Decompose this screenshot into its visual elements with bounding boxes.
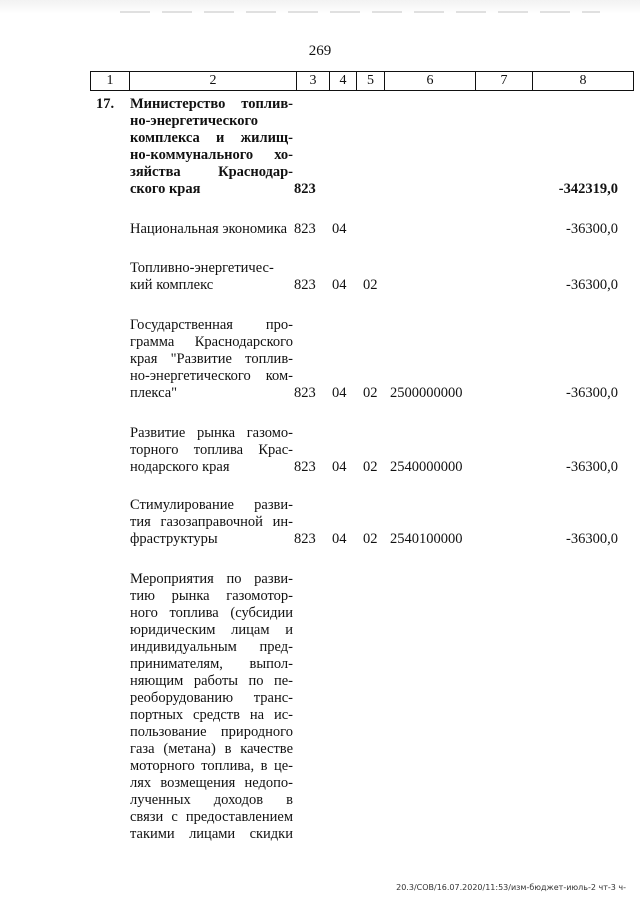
row-name-line: торного топлива Крас- [130, 442, 293, 458]
row-cell-amount: -36300,0 [566, 277, 618, 293]
document-footer-stamp: 20.3/СОВ/16.07.2020/11:53/изм-бюджет-июль-2 чт-3 ч- [396, 883, 626, 892]
row-name-line: ного топлива (субсидии [130, 605, 293, 621]
row-name [130, 317, 293, 402]
row-cell-ministry-code: 823 [294, 459, 316, 475]
scan-edge [0, 0, 640, 14]
row-name-line: няющим работы по пе- [130, 673, 293, 689]
row-name-line: но-коммунального хо- [130, 147, 293, 163]
row-cell-section: 04 [332, 385, 347, 401]
row-name [130, 221, 310, 238]
row-cell-amount: -36300,0 [566, 385, 618, 401]
row-cell-target-article: 2540000000 [390, 459, 463, 475]
row-cell-amount: -342319,0 [558, 181, 618, 197]
row-cell-section: 04 [332, 277, 347, 293]
row-name-line: портных средств на ис- [130, 707, 293, 723]
col-header-7: 7 [476, 72, 533, 91]
page-number: 269 [308, 43, 332, 59]
table-row [90, 425, 620, 476]
row-name-line: тию рынка газомотор- [130, 588, 293, 604]
row-name-line: газа (метана) в качестве [130, 741, 293, 757]
row-name-line: лях возмещения недопо- [130, 775, 293, 791]
row-name-line: Стимулирование разви- [130, 497, 293, 513]
row-name-line: тия газозаправочной ин- [130, 514, 293, 530]
row-name [130, 260, 293, 294]
row-cell-amount: -36300,0 [566, 531, 618, 547]
row-cell-ministry-code: 823 [294, 277, 316, 293]
row-cell-target-article: 2500000000 [390, 385, 463, 401]
row-name-line: такими лицами скидки [130, 826, 293, 842]
table-row [90, 221, 620, 238]
row-name-line: Развитие рынка газомо- [130, 425, 293, 441]
row-cell-section: 04 [332, 221, 347, 237]
row-name-line: ского края [130, 181, 201, 197]
row-cell-amount: -36300,0 [566, 459, 618, 475]
col-header-5: 5 [357, 72, 385, 91]
col-header-1: 1 [91, 72, 130, 91]
col-header-8: 8 [533, 72, 634, 91]
row-cell-section: 04 [332, 459, 347, 475]
col-header-3: 3 [297, 72, 330, 91]
row-name [130, 96, 293, 198]
row-name-line: Государственная про- [130, 317, 293, 333]
row-name-line: принимателям, выпол- [130, 656, 293, 672]
row-name-line: фраструктуры [130, 531, 218, 547]
row-cell-subsection: 02 [363, 459, 378, 475]
row-name-line: моторного топлива, в це- [130, 758, 293, 774]
row-cell-ministry-code: 823 [294, 181, 316, 197]
col-header-2: 2 [130, 72, 297, 91]
row-name-line: связи с предоставлением [130, 809, 293, 825]
row-number: 17. [96, 96, 115, 112]
table-row [90, 260, 620, 294]
row-cell-ministry-code: 823 [294, 221, 316, 237]
row-name-line: но-энергетического ком- [130, 368, 293, 384]
col-header-4: 4 [330, 72, 357, 91]
table-row [90, 317, 620, 402]
row-name-line: Министерство топлив- [130, 96, 293, 112]
row-name-line: юридическим лицам и [130, 622, 293, 638]
row-name [130, 425, 293, 476]
row-cell-ministry-code: 823 [294, 385, 316, 401]
row-cell-target-article: 2540100000 [390, 531, 463, 547]
row-name-line: нодарского края [130, 459, 230, 475]
row-name-line: грамма Краснодарского [130, 334, 293, 350]
row-cell-ministry-code: 823 [294, 531, 316, 547]
row-name-line: но-энергетического [130, 113, 258, 129]
row-name-line: кий комплекс [130, 277, 214, 293]
table-row [90, 96, 620, 198]
row-name-line: индивидуальным пред- [130, 639, 293, 655]
row-cell-amount: -36300,0 [566, 221, 618, 237]
row-name-line: Национальная экономика [130, 221, 288, 237]
table-row [90, 497, 620, 548]
column-header-table [90, 71, 634, 91]
row-name [130, 497, 293, 548]
row-name-line: края "Развитие топлив- [130, 351, 293, 367]
row-cell-subsection: 02 [363, 531, 378, 547]
row-name-line: Топливно-энергетичес- [130, 260, 274, 276]
row-name-line: Мероприятия по разви- [130, 571, 293, 587]
row-name-line: реоборудованию транс- [130, 690, 293, 706]
row-cell-subsection: 02 [363, 277, 378, 293]
col-header-6: 6 [385, 72, 476, 91]
row-cell-subsection: 02 [363, 385, 378, 401]
table-row [90, 571, 620, 846]
row-name [130, 571, 293, 843]
row-name-line: комплекса и жилищ- [130, 130, 293, 146]
row-name-line: лученных доходов в [130, 792, 293, 808]
row-name-line: плекса" [130, 385, 178, 401]
row-cell-section: 04 [332, 531, 347, 547]
row-name-line: зяйства Краснодар- [130, 164, 293, 180]
row-name-line: пользование природного [130, 724, 293, 740]
